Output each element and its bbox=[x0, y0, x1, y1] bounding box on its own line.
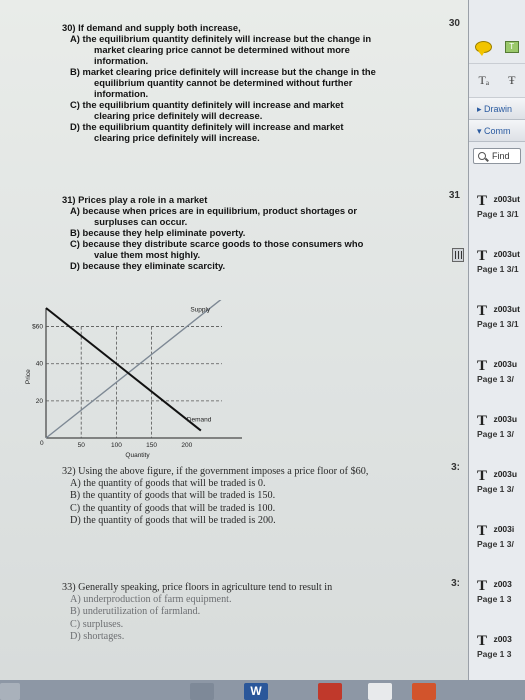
comment-page: Page 1 3/ bbox=[477, 539, 514, 549]
comment-author: z003 bbox=[493, 634, 512, 644]
taskbar-button[interactable] bbox=[368, 683, 392, 700]
demand-curve-label: Demand bbox=[186, 416, 212, 424]
comment-author: z003i bbox=[493, 524, 515, 534]
comment-item[interactable] bbox=[477, 522, 525, 549]
question-31 bbox=[62, 194, 442, 271]
text-edit-icon[interactable]: Tₐ bbox=[478, 73, 490, 87]
stamp-icon[interactable]: T bbox=[505, 41, 519, 53]
annotation-toolbar-1 bbox=[469, 30, 525, 64]
question-33 bbox=[62, 582, 442, 643]
text-comment-icon: T bbox=[477, 578, 488, 594]
comment-item[interactable] bbox=[477, 302, 525, 329]
x-tick-label: 150 bbox=[146, 442, 158, 449]
find-input[interactable] bbox=[473, 148, 521, 164]
option-text-continued: value them most highly. bbox=[94, 249, 201, 260]
question-32 bbox=[62, 466, 442, 527]
x-tick-label: 200 bbox=[181, 442, 193, 449]
comment-page: Page 1 3 bbox=[477, 594, 512, 604]
y-axis-label: Price bbox=[25, 369, 32, 385]
question-30 bbox=[62, 22, 442, 143]
origin-label: 0 bbox=[40, 440, 44, 447]
comments-list-header[interactable]: ▾ Comm bbox=[469, 120, 525, 142]
question-stem: 32) Using the above figure, if the government imposes a price floor of $60, bbox=[62, 466, 369, 477]
margin-number-30: 30 bbox=[448, 18, 460, 29]
comment-author: z003u bbox=[493, 414, 518, 424]
text-comment-icon: T bbox=[477, 633, 488, 649]
comment-item[interactable] bbox=[477, 357, 525, 384]
option-text: D) the equilibrium quantity definitely will increase and market bbox=[70, 121, 344, 132]
question-stem: 30) If demand and supply both increase, bbox=[62, 22, 241, 33]
question-stem: 33) Generally speaking, price floors in agriculture tend to result in bbox=[62, 582, 333, 593]
comment-page: Page 1 3 bbox=[477, 649, 512, 659]
comment-author: z003ut bbox=[493, 194, 520, 204]
comment-item[interactable] bbox=[477, 247, 525, 274]
option-text-continued: clearing price definitely will decrease. bbox=[94, 110, 263, 121]
option-text: B) market clearing price definitely will increase but the change in the bbox=[70, 66, 376, 77]
word-app-icon[interactable]: W bbox=[244, 683, 268, 700]
comment-author: z003ut bbox=[493, 304, 520, 314]
text-comment-icon: T bbox=[477, 248, 488, 264]
text-comment-icon: T bbox=[477, 193, 488, 209]
comment-author: z003ut bbox=[493, 249, 520, 259]
comment-item[interactable] bbox=[477, 632, 525, 659]
answer-option bbox=[62, 260, 442, 271]
option-text: A) the equilibrium quantity definitely will increase but the change in bbox=[70, 33, 372, 44]
answer-option: A) the quantity of goods that will be traded is 0. bbox=[70, 478, 266, 490]
comment-page: Page 1 3/1 bbox=[477, 209, 519, 219]
scrollbar-grip[interactable] bbox=[452, 248, 464, 262]
comment-page: Page 1 3/ bbox=[477, 484, 514, 494]
answer-option bbox=[62, 99, 442, 121]
answer-option bbox=[62, 121, 442, 143]
taskbar-button[interactable] bbox=[0, 683, 20, 700]
answer-option bbox=[62, 205, 442, 227]
comment-item[interactable] bbox=[477, 412, 525, 439]
text-comment-icon: T bbox=[477, 468, 488, 484]
answer-option bbox=[62, 33, 442, 66]
margin-number-32: 3: bbox=[451, 462, 460, 473]
option-text-continued: equilibrium quantity cannot be determined without further bbox=[94, 77, 353, 88]
answer-option: A) underproduction of farm equipment. bbox=[70, 594, 232, 606]
text-comment-icon: T bbox=[477, 413, 488, 429]
text-comment-icon: T bbox=[477, 523, 488, 539]
y-tick-label: $60 bbox=[32, 323, 43, 331]
option-text: C) the equilibrium quantity definitely will increase and market bbox=[70, 99, 344, 110]
comment-author: z003u bbox=[493, 469, 518, 479]
option-text-continued: clearing price definitely will increase. bbox=[94, 132, 260, 143]
option-text: C) because they distribute scarce goods to those consumers who bbox=[70, 238, 364, 249]
comment-page: Page 1 3/ bbox=[477, 429, 514, 439]
answer-option: D) shortages. bbox=[70, 630, 125, 642]
answer-option: B) underutilization of farmland. bbox=[70, 606, 201, 618]
option-text: B) because they help eliminate poverty. bbox=[70, 227, 246, 238]
taskbar-button[interactable] bbox=[412, 683, 436, 700]
pdf-app-icon[interactable] bbox=[318, 683, 342, 700]
option-text-continued: information. bbox=[94, 88, 149, 99]
x-tick-label: 100 bbox=[110, 442, 122, 449]
option-text-continued: information. bbox=[94, 55, 149, 66]
answer-option bbox=[62, 227, 442, 238]
option-text: D) because they eliminate scarcity. bbox=[70, 260, 226, 271]
comments-panel bbox=[468, 0, 525, 700]
supply-curve-label: Supply bbox=[190, 306, 211, 314]
answer-option bbox=[62, 238, 442, 260]
sticky-note-icon[interactable] bbox=[475, 41, 492, 53]
comment-page: Page 1 3/1 bbox=[477, 264, 519, 274]
taskbar-button[interactable] bbox=[190, 683, 214, 700]
comment-page: Page 1 3/ bbox=[477, 374, 514, 384]
option-text: A) because when prices are in equilibrium, product shortages or bbox=[70, 205, 358, 216]
y-tick-label: 40 bbox=[35, 360, 43, 368]
option-text-continued: surpluses can occur. bbox=[94, 216, 188, 227]
x-axis-label: Quantity bbox=[125, 452, 150, 459]
answer-option: D) the quantity of goods that will be traded is 200. bbox=[70, 514, 276, 526]
margin-number-31: 31 bbox=[448, 190, 460, 201]
answer-option: C) surpluses. bbox=[70, 618, 124, 630]
y-tick-label: 20 bbox=[35, 397, 43, 405]
search-icon bbox=[478, 152, 486, 160]
answer-option bbox=[62, 66, 442, 99]
comment-author: z003 bbox=[493, 579, 512, 589]
text-comment-icon: T bbox=[477, 303, 488, 319]
replace-text-icon[interactable]: Ŧ bbox=[508, 73, 516, 87]
text-comment-icon: T bbox=[477, 358, 488, 374]
margin-number-33: 3: bbox=[451, 578, 460, 589]
supply-demand-chart bbox=[22, 300, 252, 460]
find-label: Find bbox=[492, 151, 510, 161]
comment-author: z003u bbox=[493, 359, 518, 369]
x-tick-label: 50 bbox=[77, 442, 85, 449]
comment-item[interactable] bbox=[477, 467, 525, 494]
taskbar bbox=[0, 680, 525, 700]
annotation-toolbar-2 bbox=[469, 64, 525, 98]
question-stem: 31) Prices play a role in a market bbox=[62, 194, 208, 205]
comment-page: Page 1 3/1 bbox=[477, 319, 519, 329]
answer-option: C) the quantity of goods that will be traded is 100. bbox=[70, 502, 276, 514]
answer-option: B) the quantity of goods that will be traded is 150. bbox=[70, 490, 276, 502]
option-text-continued: market clearing price cannot be determined without more bbox=[94, 44, 350, 55]
drawing-markups-header[interactable]: ▸ Drawin bbox=[469, 98, 525, 120]
comment-item[interactable] bbox=[477, 192, 525, 219]
comment-item[interactable] bbox=[477, 577, 525, 604]
